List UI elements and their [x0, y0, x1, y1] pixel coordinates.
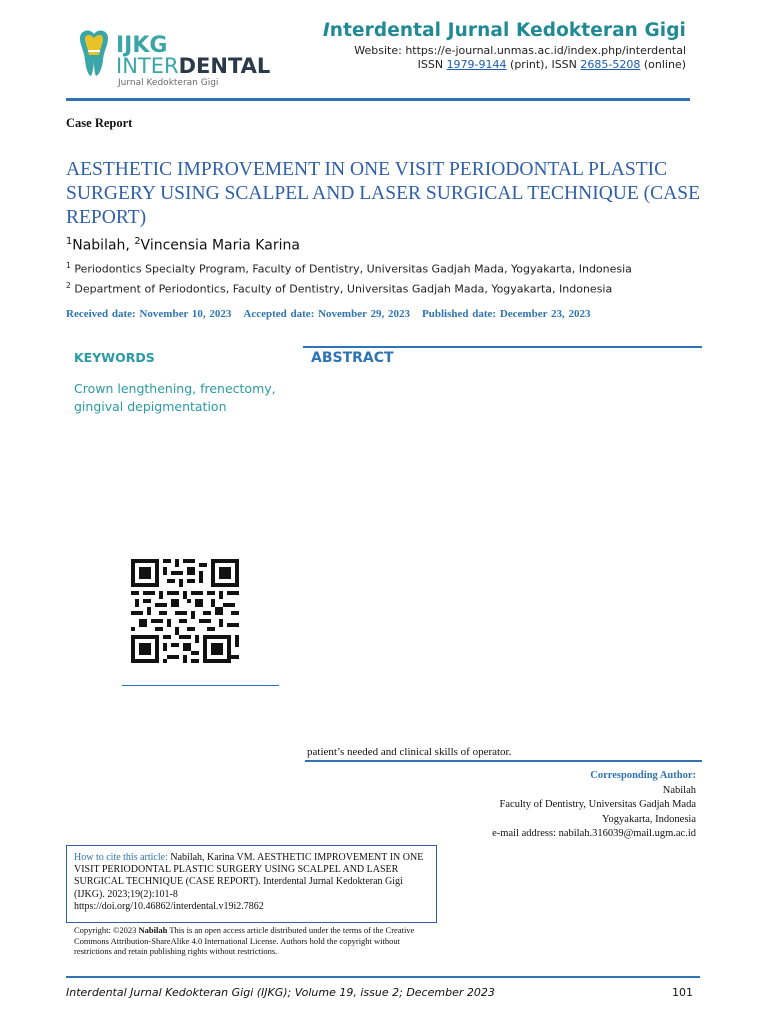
journal-issn: ISSN 1979-9144 (print), ISSN 2685-5208 (online): [417, 58, 686, 71]
corresponding-author-affiliation: Faculty of Dentistry, Universitas Gadjah Mada: [499, 799, 696, 810]
author-2: Vincensia Maria Karina: [140, 237, 300, 254]
article-title: AESTHETIC IMPROVEMENT IN ONE VISIT PERIODONTAL PLASTIC SURGERY USING SCALPEL AND LASER SURGICAL TECHNIQUE (CASE REPORT): [66, 159, 700, 228]
corresponding-author-city: Yogyakarta, Indonesia: [602, 813, 696, 825]
footer-divider: [66, 976, 700, 978]
corresponding-author-heading: Corresponding Author:: [590, 770, 696, 781]
abstract-heading: ABSTRACT: [311, 350, 394, 366]
article-type: Case Report: [66, 116, 133, 130]
logo-word-bold: DENTAL: [178, 54, 271, 78]
keywords-text: Crown lengthening, frenectomy, gingival depigmentation: [74, 381, 276, 414]
keywords-column-divider: [122, 685, 279, 686]
logo-tagline: Jurnal Kedokteran Gigi: [118, 78, 219, 88]
author-1: Nabilah,: [72, 237, 135, 254]
affiliation-2: $^2$ Department of Periodontics, Faculty of Dentistry, Universitas Gadjah Mada, Yogyakarta, Indonesia: [66, 281, 613, 296]
author-list: $^1$Nabilah, $^2$Vincensia Maria Karina: [66, 236, 300, 254]
footer-journal-info: Interdental Jurnal Kedokteran Gigi (IJKG); Volume 19, issue 2; December 2023: [66, 986, 495, 999]
header-divider: [66, 98, 690, 101]
published-date: Published date: December 23, 2023: [422, 308, 591, 320]
abstract-top-divider: [303, 346, 702, 348]
journal-title: Interdental Jurnal Kedokteran Gigi: [322, 20, 686, 41]
article-dates: [66, 308, 603, 320]
logo-acronym: IJKG: [116, 33, 168, 58]
corresponding-author-name: Nabilah: [662, 784, 696, 796]
abstract-text: patient’s needed and clinical skills of operator.: [307, 746, 512, 758]
citation-label: How to cite this article:: [74, 852, 168, 863]
abstract-bottom-divider: [305, 760, 702, 762]
keywords-heading: KEYWORDS: [74, 350, 155, 365]
page-number: 101: [672, 986, 693, 999]
svg-text:INTERDENTAL: [116, 54, 270, 78]
qr-code-icon[interactable]: [131, 559, 239, 663]
journal-logo: [76, 28, 306, 90]
corresponding-author-block: [400, 769, 696, 842]
copyright-notice: Copyright: ©2023 Nabilah This is an open access article distributed under the terms of the Creative Commons Attribution-ShareAlike 4.0 International License. Authors hold the copyright without restrictions and retain publishing rights without restrictions.: [74, 925, 415, 956]
affiliation-1: $^1$ Periodontics Specialty Program, Faculty of Dentistry, Universitas Gadjah Mada, Yogyakarta, Indonesia: [66, 261, 632, 276]
copyright-holder: Nabilah: [138, 925, 168, 935]
journal-website: Website: https://e-journal.unmas.ac.id/index.php/interdental: [354, 44, 686, 57]
accepted-date: Accepted date: November 29, 2023: [243, 308, 411, 320]
citation-doi-link[interactable]: https://doi.org/10.46862/interdental.v19i2.7862: [74, 900, 264, 912]
issn-online-link[interactable]: 2685-5208: [580, 58, 641, 71]
issn-print-link[interactable]: 1979-9144: [446, 58, 507, 71]
citation-text: Nabilah, Karina VM. AESTHETIC IMPROVEMENT IN ONE VISIT PERIODONTAL PLASTIC SURGERY USING SCALPEL AND LASER SURGICAL TECHNIQUE (CASE REPORT). Interdental Jurnal Kedokteran Gigi (IJKG). 2023;19(2):101-8: [74, 852, 424, 900]
citation-box: [66, 845, 437, 923]
received-date: Received date: November 10, 2023: [66, 308, 232, 320]
logo-word-light: INTER: [116, 54, 179, 78]
corresponding-author-email[interactable]: e-mail address: nabilah.316039@mail.ugm.ac.id: [492, 828, 696, 839]
